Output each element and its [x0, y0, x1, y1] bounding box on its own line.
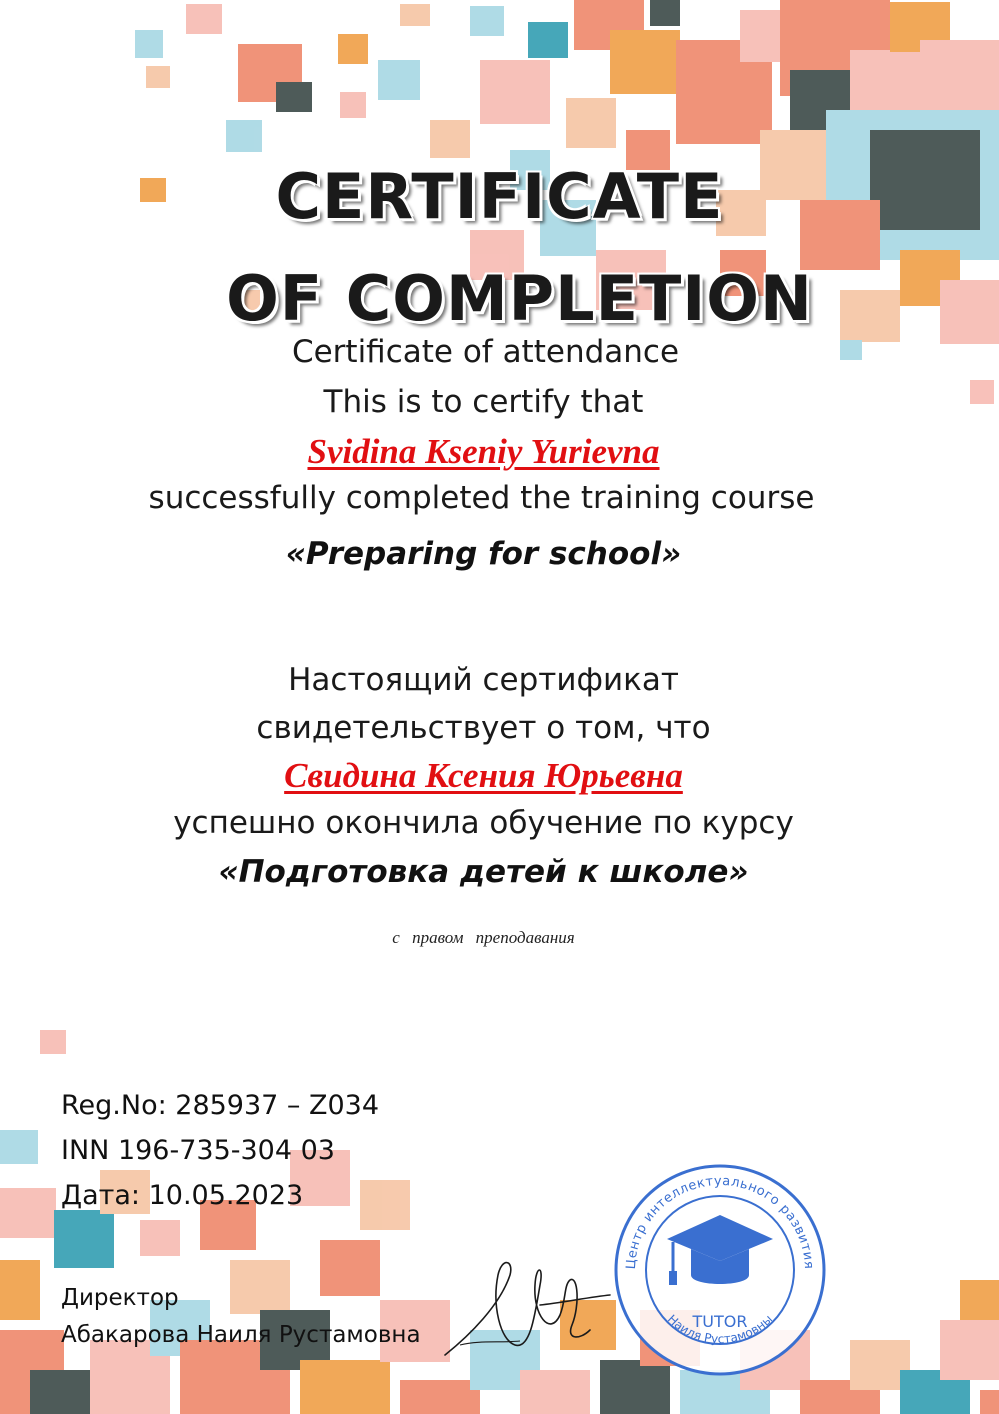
certify-line-en: This is to certify that — [323, 384, 644, 420]
certificate-subtitle: Certificate of attendance — [291, 334, 680, 370]
certify-line-ru-2: свидетельствует о том, что — [256, 710, 711, 746]
teaching-rights-note: с правом преподавания — [392, 928, 575, 947]
registration-number: Reg.No: 285937 – Z034 — [61, 1090, 380, 1121]
certify-line-ru-1: Настоящий сертификат — [288, 662, 679, 698]
signature — [440, 1245, 615, 1370]
completed-line-ru: успешно окончила обучение по курсу — [173, 805, 794, 841]
issue-date: Дата: 10.05.2023 — [61, 1180, 304, 1211]
completed-line-en: successfully completed the training course — [148, 480, 815, 516]
course-name-ru: «Подготовка детей к школе» — [218, 854, 749, 890]
certificate-title-line-1: CERTIFICATE — [275, 160, 724, 233]
recipient-name-en: Svidina Kseniy Yurievna — [307, 432, 660, 471]
course-name-en: «Preparing for school» — [285, 536, 682, 572]
stamp-bottom-text: Наиля Рустамовны — [664, 1311, 776, 1347]
stamp-top-text: Центр интеллектуального развития — [623, 1173, 817, 1270]
signatory-name: Абакарова Наиля Рустамовна — [61, 1322, 421, 1348]
recipient-name-ru: Свидина Ксения Юрьевна — [284, 756, 683, 795]
organization-stamp — [613, 1163, 827, 1377]
inn-number: INN 196-735-304 03 — [61, 1135, 335, 1166]
signatory-role: Директор — [61, 1285, 179, 1311]
stamp-center-label: TUTOR — [692, 1312, 748, 1331]
certificate-title-line-2: OF COMPLETION — [226, 262, 813, 335]
